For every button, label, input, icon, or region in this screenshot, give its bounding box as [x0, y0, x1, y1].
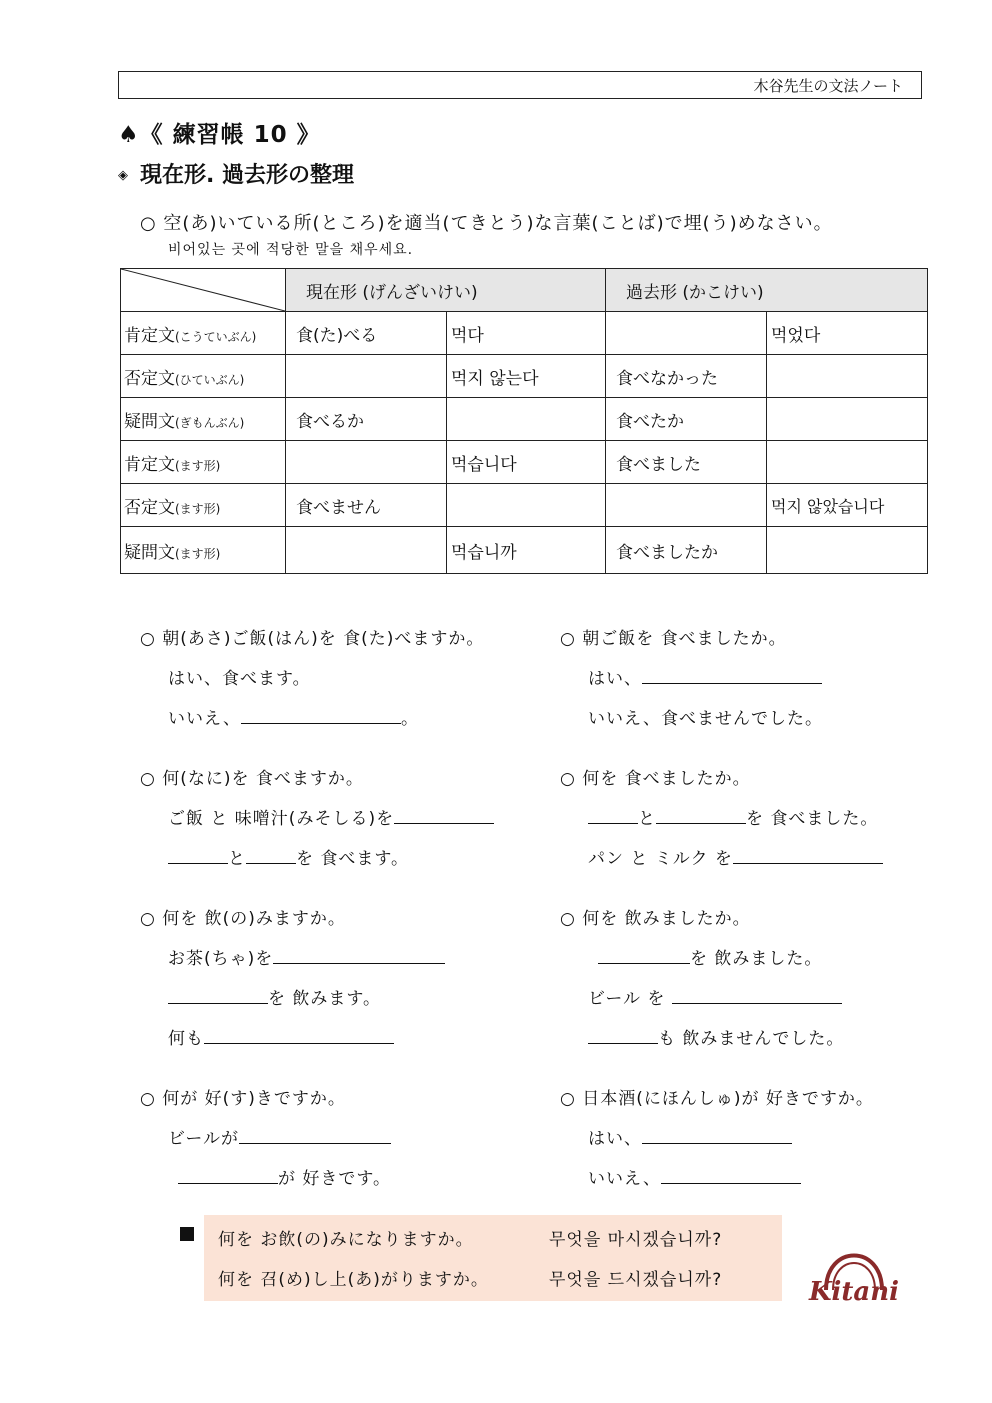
logo-arch-icon [806, 1224, 902, 1306]
kitani-logo [806, 1224, 902, 1306]
cell [767, 527, 928, 574]
cell: 먹었다 [767, 312, 928, 355]
note-kr-1: 무엇을 마시겠습니까? [549, 1230, 723, 1250]
answer-text: はい、食べます。 [168, 669, 311, 689]
cell: 食べました [606, 441, 767, 484]
cell: 먹다 [447, 312, 606, 355]
answer-line: パン と ミルク を [588, 844, 883, 869]
page-title: ♠《 練習帳 10 》 [118, 122, 321, 148]
instruction-jp: ○ 空(あ)いている所(ところ)を適当(てきとう)な言葉(ことば)で埋(う)めなさい。 [140, 213, 833, 234]
answer-blank[interactable] [273, 947, 445, 964]
answer-line: ご飯 と 味噌汁(みそしる)を [168, 804, 494, 829]
answer-blank[interactable] [642, 667, 822, 684]
note-kr-2: 무엇을 드시겠습니까? [549, 1270, 723, 1290]
table-row [121, 441, 928, 484]
answer-line: いいえ、 [588, 1164, 801, 1189]
answer-blank[interactable] [672, 987, 842, 1004]
cell: 食べたか [606, 398, 767, 441]
section-title [118, 158, 354, 189]
cell [286, 527, 447, 574]
question-text: ○ 何を 食べましたか。 [560, 769, 751, 789]
cell [767, 398, 928, 441]
answer-blank[interactable] [598, 947, 690, 964]
question-text: ○ 何を 飲みましたか。 [560, 909, 751, 929]
answer-line: お茶(ちゃ)を [168, 944, 445, 969]
logo-text: Kitani [808, 1277, 900, 1306]
answer-line: も 飲みませんでした。 [588, 1024, 844, 1049]
question-text: ○ 何が 好(す)きですか。 [140, 1089, 346, 1109]
cell: 먹습니다 [447, 441, 606, 484]
table-row [121, 527, 928, 574]
diagonal-line [121, 269, 285, 311]
cell [767, 355, 928, 398]
question-text: ○ 朝ご飯を 食べましたか。 [560, 629, 787, 649]
answer-line: が 好きです。 [178, 1164, 391, 1189]
answer-blank[interactable] [204, 1027, 394, 1044]
answer-line: と を 食べます。 [168, 844, 409, 869]
cell: 食べません [286, 484, 447, 527]
cell: 食べなかった [606, 355, 767, 398]
answer-blank[interactable] [661, 1167, 801, 1184]
diamond-bullet-icon: ◈ [118, 168, 128, 183]
answer-blank[interactable] [168, 847, 228, 864]
cell [447, 484, 606, 527]
answer-text: いいえ、食べませんでした。 [588, 709, 824, 729]
answer-line: と を 食べました。 [588, 804, 878, 829]
cell: 먹습니까 [447, 527, 606, 574]
table-header-row [121, 269, 928, 312]
header-box [118, 71, 922, 99]
answer-blank[interactable] [394, 807, 494, 824]
answer-blank[interactable] [239, 1127, 391, 1144]
answer-blank[interactable] [178, 1167, 278, 1184]
row-label: 肯定文(こうていぶん) [121, 312, 286, 355]
cell [767, 441, 928, 484]
answer-line: はい、 [588, 1124, 792, 1149]
answer-blank[interactable] [642, 1127, 792, 1144]
row-label: 疑問文(ます形) [121, 527, 286, 574]
header-past: 過去形 (かこけい) [606, 269, 928, 312]
instruction-kr: 비어있는 곳에 적당한 말을 채우세요. [168, 242, 414, 258]
answer-blank[interactable] [168, 987, 268, 1004]
answer-line: いいえ、 。 [168, 709, 420, 729]
cell: 食(た)べる [286, 312, 447, 355]
row-label: 疑問文(ぎもんぶん) [121, 398, 286, 441]
header-text: 木谷先生の文法ノート [753, 77, 903, 95]
answer-blank[interactable] [588, 807, 638, 824]
answer-line: はい、 [588, 664, 822, 689]
table-row [121, 312, 928, 355]
cell [606, 484, 767, 527]
cell: 食べましたか [606, 527, 767, 574]
diagonal-corner-cell [121, 269, 286, 312]
answer-line: 何も [168, 1024, 394, 1049]
question-text: ○ 何(なに)を 食べますか。 [140, 769, 364, 789]
cell: 먹지 않는다 [447, 355, 606, 398]
answer-blank[interactable] [656, 807, 746, 824]
cell: 食べるか [286, 398, 447, 441]
answer-blank[interactable] [241, 707, 401, 724]
question-text: ○ 日本酒(にほんしゅ)が 好きですか。 [560, 1089, 874, 1109]
answer-line: ビール を [588, 984, 842, 1009]
note-jp-1: 何を お飲(の)みになりますか。 [218, 1230, 474, 1250]
answer-blank[interactable] [733, 847, 883, 864]
note-jp-2: 何を 召(め)し上(あ)がりますか。 [218, 1270, 489, 1290]
cell [286, 355, 447, 398]
cell [606, 312, 767, 355]
answer-line: を 飲みました。 [598, 944, 822, 969]
row-label: 肯定文(ます形) [121, 441, 286, 484]
square-bullet-icon [180, 1227, 194, 1241]
header-present: 現在形 (げんざいけい) [286, 269, 606, 312]
row-label: 否定文(ます形) [121, 484, 286, 527]
answer-line: ビールが [168, 1124, 391, 1149]
answer-blank[interactable] [588, 1027, 658, 1044]
table-row [121, 484, 928, 527]
answer-blank[interactable] [246, 847, 296, 864]
answer-line: を 飲みます。 [168, 984, 381, 1009]
row-label: 否定文(ひていぶん) [121, 355, 286, 398]
table-row [121, 398, 928, 441]
note-box [204, 1215, 782, 1301]
question-text: ○ 何を 飲(の)みますか。 [140, 909, 346, 929]
cell [447, 398, 606, 441]
question-text: ○ 朝(あさ)ご飯(はん)を 食(た)べますか。 [140, 629, 485, 649]
cell [286, 441, 447, 484]
section-title-text: 現在形. 過去形の整理 [140, 163, 355, 188]
cell: 먹지 않았습니다 [767, 484, 928, 527]
conjugation-table [120, 268, 928, 574]
table-row [121, 355, 928, 398]
